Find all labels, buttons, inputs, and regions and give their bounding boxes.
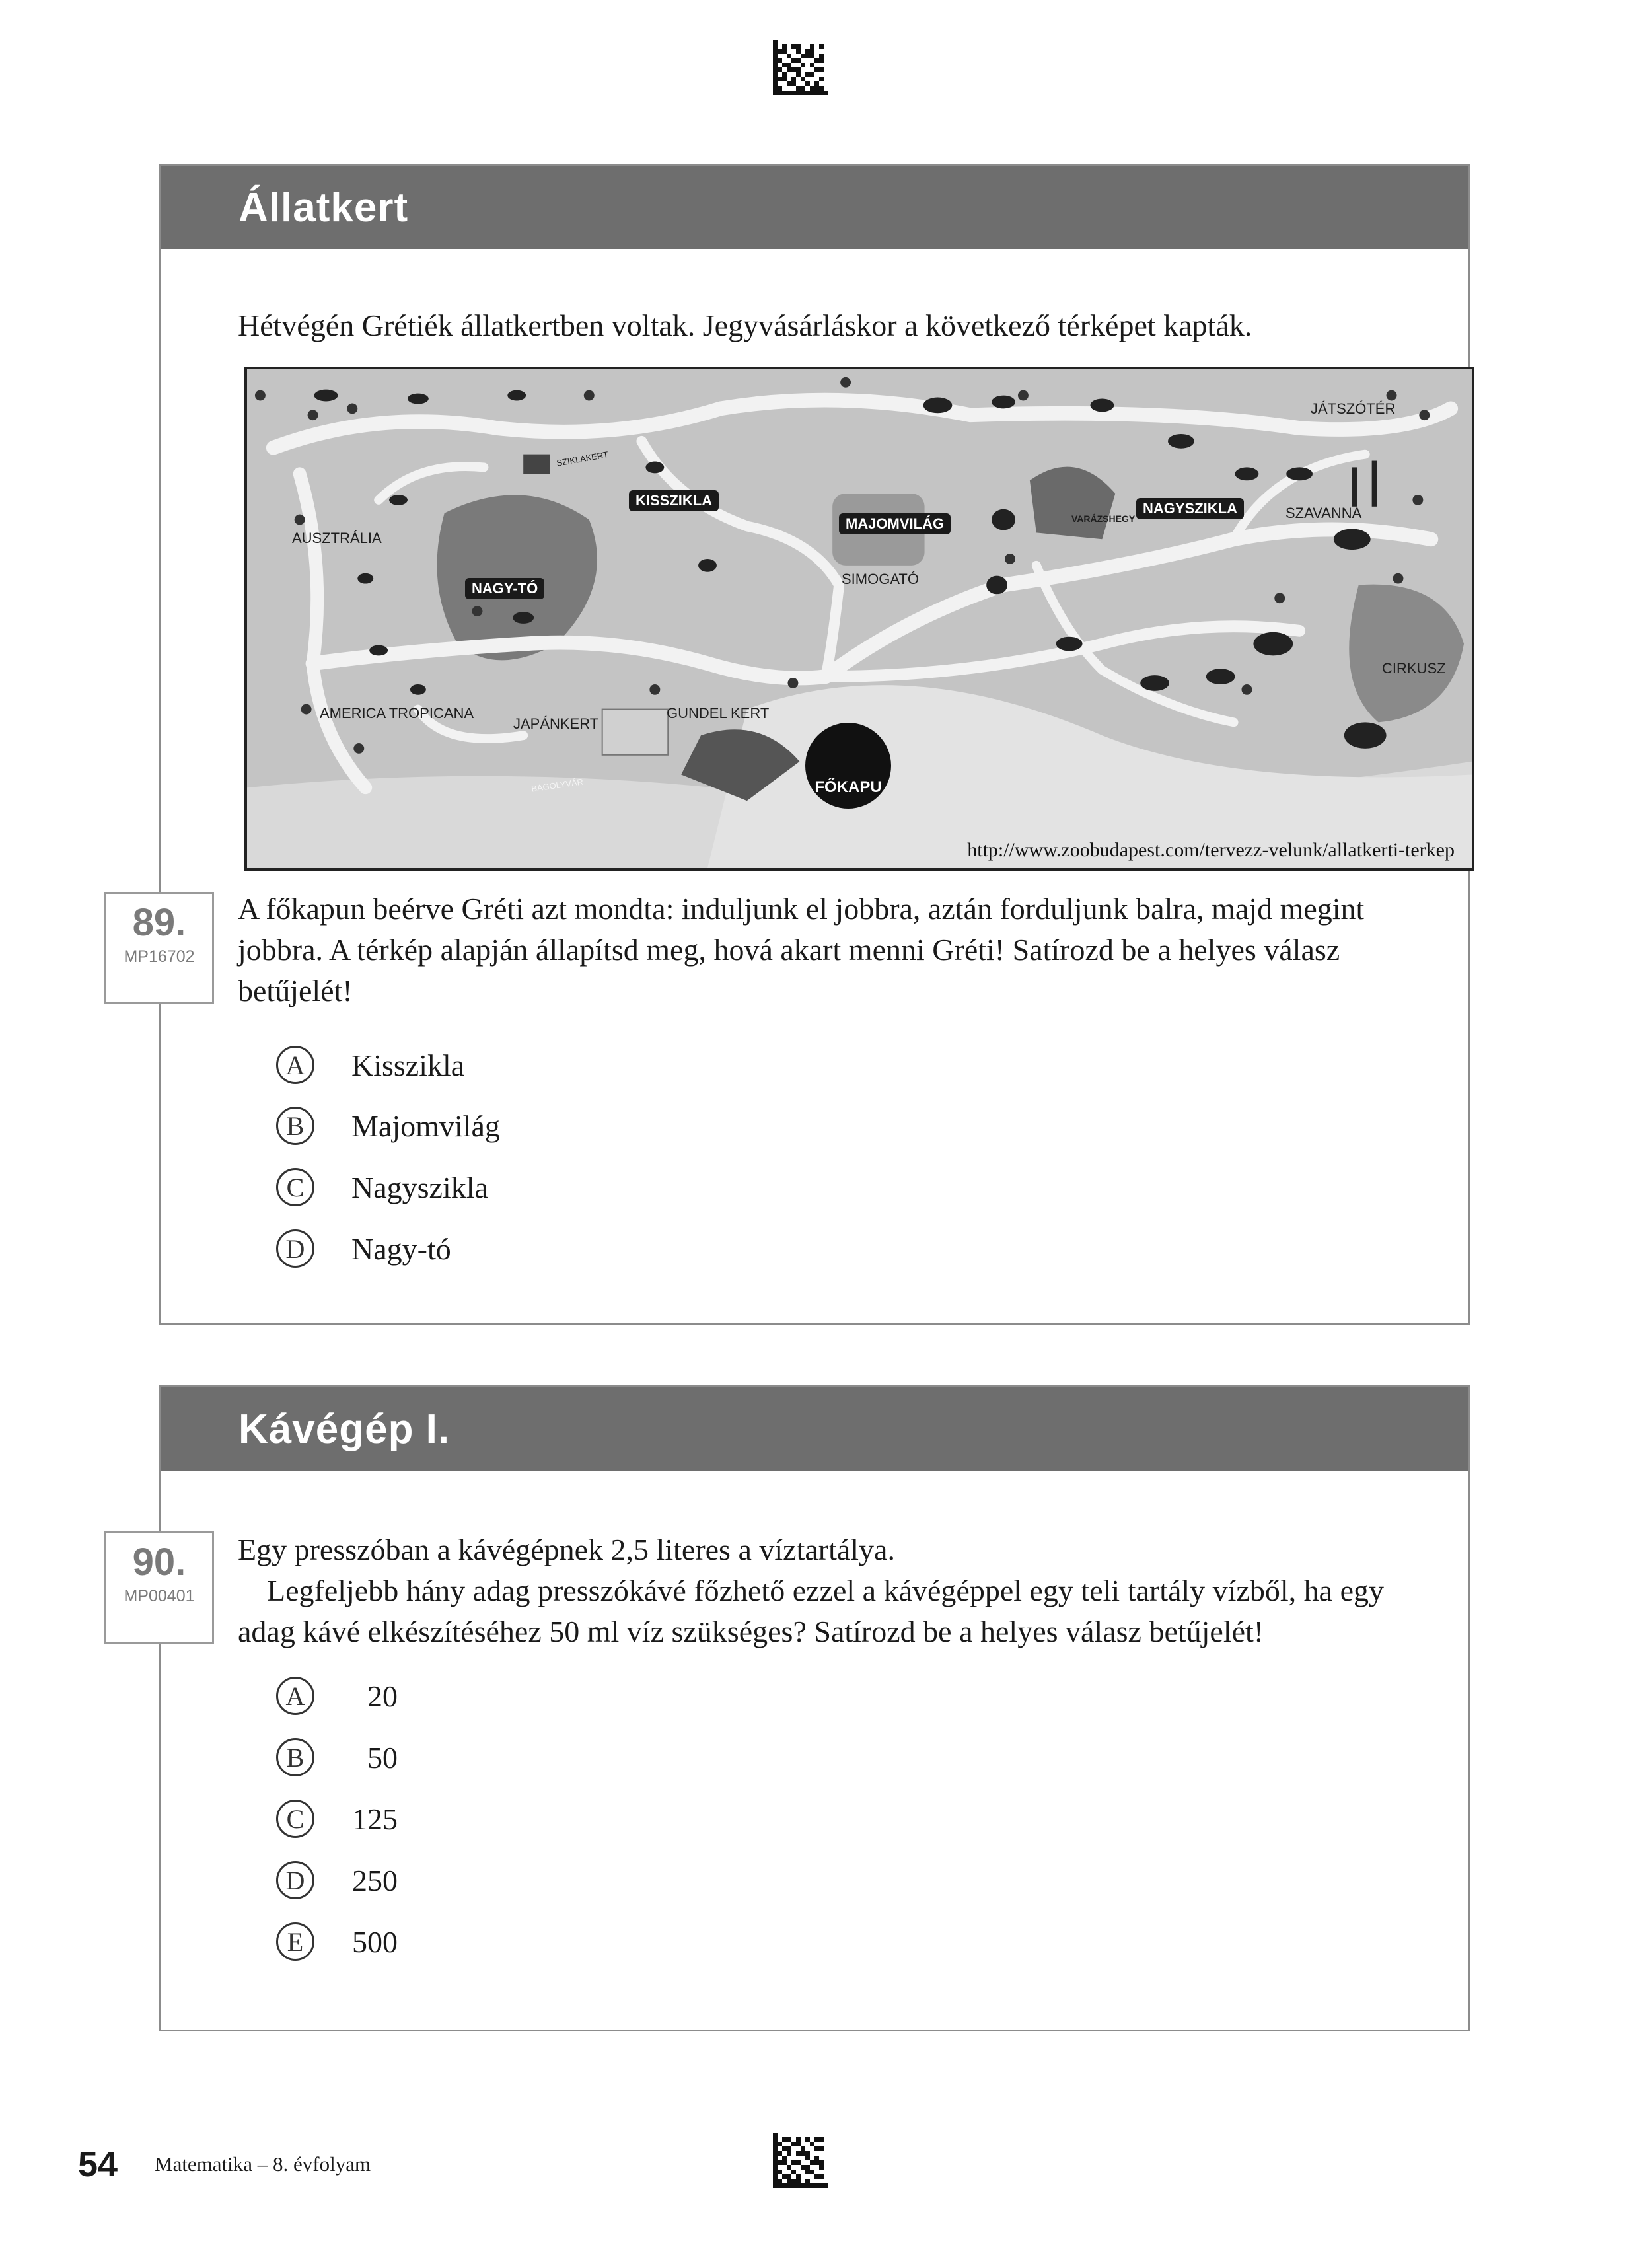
answer-letter-circle[interactable]: E bbox=[276, 1922, 314, 1961]
map-main-gate bbox=[805, 723, 891, 809]
question-number: 89. bbox=[132, 901, 186, 944]
answer-letter-circle[interactable]: D bbox=[276, 1861, 314, 1899]
question-number: 90. bbox=[132, 1541, 186, 1584]
question-number-box bbox=[104, 1531, 214, 1644]
map-label-nagyszikla: NAGYSZIKLA bbox=[1136, 498, 1244, 519]
answer-label: Nagy-tó bbox=[351, 1231, 451, 1266]
answer-option[interactable] bbox=[276, 1859, 398, 1901]
footer-subject: Matematika – 8. évfolyam bbox=[155, 2152, 371, 2176]
question-text-line1: Egy presszóban a kávégépnek 2,5 literes a víztartálya. bbox=[238, 1533, 895, 1566]
answer-label: Nagyszikla bbox=[351, 1170, 488, 1204]
page-number: 54 bbox=[78, 2144, 118, 2184]
answer-label: 500 bbox=[352, 1924, 398, 1959]
answer-letter-circle[interactable]: B bbox=[276, 1738, 314, 1776]
answer-label: 20 bbox=[367, 1679, 398, 1713]
map-label-majomvilag: MAJOMVILÁG bbox=[839, 513, 951, 534]
answer-option[interactable] bbox=[276, 1675, 398, 1717]
map-label-jatszoter: JÁTSZÓTÉR bbox=[1311, 400, 1396, 417]
intro-text: Hétvégén Grétiék állatkertben voltak. Jegyvásárláskor a következő térképet kapták. bbox=[238, 309, 1252, 342]
question-text: A főkapun beérve Gréti azt mondta: induljunk el jobbra, aztán forduljunk balra, majd megint jobbra. A térkép alapján állapítsd meg, hová akart menni Gréti! Satírozd be a helyes válasz betűjelét! bbox=[238, 892, 1365, 1007]
answer-option[interactable] bbox=[276, 1166, 488, 1208]
qr-code-top bbox=[773, 40, 828, 95]
answer-letter-circle[interactable]: C bbox=[276, 1168, 314, 1206]
map-label-szavanna: SZAVANNA bbox=[1285, 505, 1362, 521]
answer-label: 250 bbox=[352, 1863, 398, 1897]
question-text-line2: Legfeljebb hány adag presszókávé főzhető ezzel a kávégéppel egy teli tartály vízből, ha egy adag kávé elkészítéséhez 50 ml víz szükséges? Satírozd be a helyes válasz betűjelét! bbox=[238, 1574, 1384, 1648]
section-title bbox=[161, 1387, 1468, 1471]
answer-label: Majomvilág bbox=[351, 1109, 500, 1143]
question-code: MP00401 bbox=[124, 1587, 195, 1605]
answer-label: Kisszikla bbox=[351, 1048, 465, 1082]
answer-label: 50 bbox=[367, 1740, 398, 1774]
section-title bbox=[161, 166, 1468, 249]
question-code: MP16702 bbox=[124, 947, 195, 966]
section-title-text: Állatkert bbox=[238, 184, 409, 231]
map-label-ausztralia: AUSZTRÁLIA bbox=[292, 530, 382, 546]
map-label-bagolyvar: BAGOLYVÁR bbox=[530, 776, 584, 794]
map-label-nagyto: NAGY-TÓ bbox=[465, 578, 544, 599]
map-label-cirkusz: CIRKUSZ bbox=[1382, 660, 1446, 677]
map-label-japankert: JAPÁNKERT bbox=[513, 715, 599, 732]
map-label-america-tropicana: AMERICA TROPICANA bbox=[320, 705, 474, 721]
answer-letter-circle[interactable]: D bbox=[276, 1229, 314, 1268]
question-number-box bbox=[104, 892, 214, 1004]
answer-option[interactable] bbox=[276, 1920, 398, 1963]
answer-option[interactable] bbox=[276, 1736, 398, 1778]
answer-label: 125 bbox=[352, 1802, 398, 1836]
map-label-varazshegy: VARÁZSHEGY bbox=[1071, 513, 1136, 524]
answer-letter-circle[interactable]: C bbox=[276, 1800, 314, 1838]
qr-code-bottom bbox=[773, 2133, 828, 2188]
map-label-kisszikla: KISSZIKLA bbox=[629, 490, 719, 511]
map-label-fokapu: FŐKAPU bbox=[814, 778, 882, 796]
answer-option[interactable] bbox=[276, 1044, 464, 1086]
section-title-text: Kávégép I. bbox=[238, 1406, 451, 1452]
answer-option[interactable] bbox=[276, 1105, 500, 1147]
answer-letter-circle[interactable]: B bbox=[276, 1107, 314, 1145]
map-label-simogato: SIMOGATÓ bbox=[842, 571, 919, 587]
answer-option[interactable] bbox=[276, 1227, 451, 1270]
map-label-gundel-kert: GUNDEL KERT bbox=[667, 705, 770, 721]
answer-option[interactable] bbox=[276, 1798, 398, 1840]
zoo-map bbox=[244, 367, 1474, 871]
answer-letter-circle[interactable]: A bbox=[276, 1046, 314, 1084]
map-label-sziklakert: SZIKLAKERT bbox=[556, 449, 609, 468]
map-source-url: http://www.zoobudapest.com/tervezz-velunk/allatkerti-terkep bbox=[967, 839, 1455, 861]
answer-letter-circle[interactable]: A bbox=[276, 1677, 314, 1715]
